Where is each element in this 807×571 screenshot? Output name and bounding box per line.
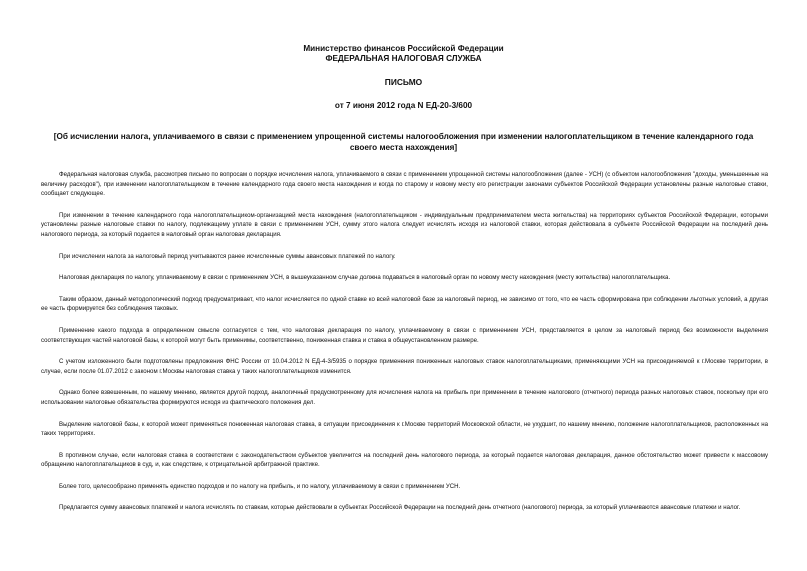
paragraph: При исчислении налога за налоговый период учитываются ранее исчисленные суммы авансовых платежей по налогу. [59,252,396,260]
paragraph: Федеральная налоговая служба, рассмотрев письмо по вопросам о порядке исчисления налога, уплачиваемого в связи с применением упрощенной системы налогообложения (далее - УСН) (с объектом налогообложения "доходы, уменьшенные на величину расходов"), при изменении налогоплательщиком в течение календарного года своего места нахождения и когда по старому и новому месту его регистрации законами субъектов Российской Федерации установлены разные налоговые ставки, сообщает следующее. [41,171,768,198]
paragraph: Предлагается сумму авансовых платежей и налога исчислять по ставкам, которые действовали в субъектах Российской Федерации на последний день отчетного (налогового) периода, за который уплачиваются авансовые платежи и налог. [59,504,741,512]
paragraph: При изменении в течение календарного года налогоплательщиком-организацией места нахождения (налогоплательщиком - индивидуальным предпринимателем места жительства) на территориях субъектов Российской Федерации, которыми установлены разные налоговые ставки по налогу, подлежащему уплате в связи с применением УСН, сумму этого налога следует исчислять исходя из налоговой ставки, которая действовала в субъекте Российской Федерации на последний день налогового периода, за который подается в налоговый орган налоговая декларация. [41,211,768,238]
document-title: [Об исчислении налога, уплачиваемого в связи с применением упрощенной системы налогообложения при изменении налогоплательщиком в течение календарного года своего места нахождения] [53,132,754,152]
document-type: ПИСЬМО [384,77,423,87]
document-date-number: от 7 июня 2012 года N ЕД-20-3/600 [334,101,473,110]
paragraph: В противном случае, если налоговая ставка в соответствии с законодательством субъектов увеличится на последний день налогового периода, за который подается налоговая декларация, данное обстоятельство может привести к массовому обращению налогоплательщиков в суд, и, как следствие, к отрицательной арбитражной практике. [41,451,768,469]
paragraph: Таким образом, данный методологический подход предусматривает, что налог исчисляется по одной ставке ко всей налоговой базе за налоговый период, не зависимо от того, что ее часть сформирована при соблюдении льготных условий, а другая ее часть формируется без соблюдения таковых. [41,295,768,313]
issuer-block [0,44,807,64]
paragraph: Выделение налоговой базы, к которой может применяться пониженная налоговая ставка, в ситуации присоединения к г.Москве территорий Московской области, не ухудшит, по нашему мнению, положение налогоплательщиков, расположенных на таких территориях. [41,420,768,438]
document-body [41,170,768,525]
paragraph: Однако более взвешенным, по нашему мнению, является другой подход, аналогичный предусмотренному для исчисления налога на прибыль при применении в течение налогового (отчетного) периода разных налоговых ставок, поскольку при его использовании налоговые обязательства формируются исходя из фактического положения дел. [41,389,768,406]
service-name: ФЕДЕРАЛЬНАЯ НАЛОГОВАЯ СЛУЖБА [325,54,482,63]
paragraph: С учетом изложенного были подготовлены предложения ФНС России от 10.04.2012 N ЕД-4-3/5935 о порядке применения пониженных налоговых ставок налогоплательщиками, применяющими УСН на присоединяемой к г.Москве территории, в случае, если после 01.07.2012 с законом г.Москвы налоговая ставка у таких налогоплательщиков изменится. [41,358,768,375]
paragraph: Налоговая декларация по налогу, уплачиваемому в связи с применением УСН, в вышеуказанном случае должна подаваться в налоговый орган по новому месту нахождения (месту жительства) налогоплательщика. [59,274,671,282]
ministry-name: Министерство финансов Российской Федерации [303,44,504,53]
paragraph: Более того, целесообразно применять единство подходов и по налогу на прибыль, и по налогу, уплачиваемому в связи с применением УСН. [59,482,461,490]
paragraph: Применение какого подхода в определенном смысле согласуется с тем, что налоговая декларация по налогу, уплачиваемому в связи с применением УСН, представляется в целом за налоговый период без возможности выделения соответствующих частей налоговой базы, к которой могут быть применимы, соответственно, пониженная ставка и ставка в общеустановленном размере. [41,326,768,344]
